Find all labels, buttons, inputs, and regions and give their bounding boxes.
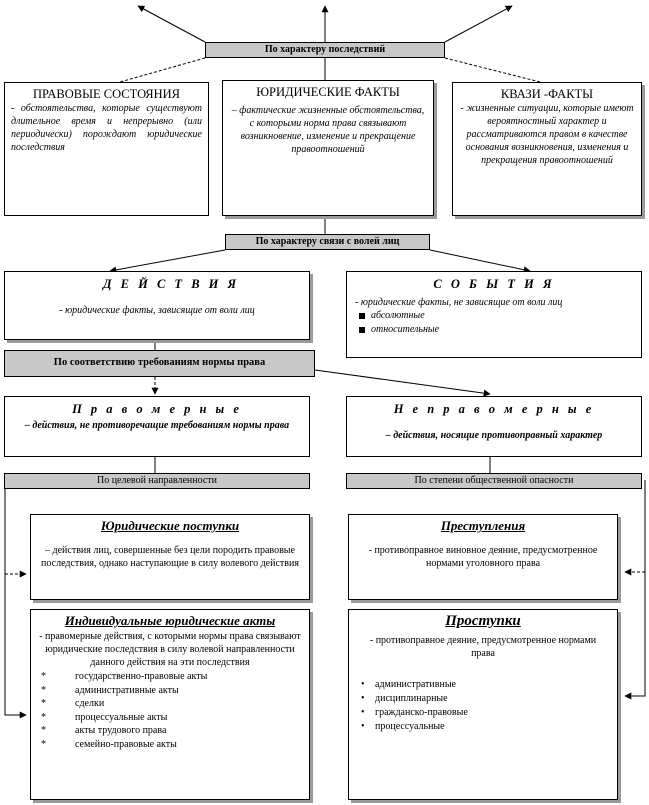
- crimes-desc: - противоправное виновное деяние, предусмотренное нормами уголовного права: [368, 545, 598, 569]
- connector-law: По соответствию требованиям нормы права: [4, 350, 315, 377]
- lawful-box: [4, 396, 310, 457]
- individual-acts-desc: - правомерные действия, с которыми нормы права связывают юридические последствия в силу волевой направленности данного действия на эти последствия: [39, 631, 301, 668]
- individual-acts-item: * административные акты: [39, 684, 301, 698]
- events-item: абсолютные: [355, 309, 633, 323]
- quasi-facts-title: КВАЗИ -ФАКТЫ: [500, 87, 594, 101]
- actions-box: [4, 271, 310, 340]
- legal-facts-title: ЮРИДИЧЕСКИЕ ФАКТЫ: [256, 85, 400, 99]
- crimes-box: [348, 514, 618, 600]
- unlawful-box: [346, 396, 642, 457]
- connector-purpose: По целевой направленности: [4, 473, 310, 489]
- legal-states-box: [4, 82, 209, 216]
- events-item: относительные: [355, 323, 633, 337]
- offenses-desc: - противоправное деяние, предусмотренное нормами права: [369, 635, 597, 659]
- legal-deeds-title: Юридические поступки: [100, 518, 240, 533]
- lawful-desc: – действия, не противоречащие требованиям нормы права: [24, 420, 290, 431]
- offenses-item: • процессуальные: [357, 720, 609, 734]
- individual-acts-item: * государственно-правовые акты: [39, 670, 301, 684]
- offenses-title: Проступки: [445, 613, 521, 629]
- lawful-title: П р а в о м е р н ы е: [72, 402, 242, 416]
- offenses-item: • гражданско-правовые: [357, 706, 609, 720]
- actions-desc: - юридические факты, зависящие от воли лиц: [59, 305, 255, 316]
- legal-states-desc: - обстоятельства, которые существуют длительное время и непрерывно (или периодически) порождают юридические последствия: [11, 103, 202, 153]
- individual-acts-item: * акты трудового права: [39, 724, 301, 738]
- individual-acts-title: Индивидуальные юридические акты: [64, 613, 276, 628]
- legal-facts-desc: – фактические жизненные обстоятельства, с которыми норма права связывают возникновение, изменение и прекращение правоотношений: [231, 105, 425, 155]
- individual-acts-list: [39, 670, 301, 751]
- legal-states-title: ПРАВОВЫЕ СОСТОЯНИЯ: [33, 87, 180, 101]
- connector-danger: По степени общественной опасности: [346, 473, 642, 489]
- offenses-box: [348, 609, 618, 800]
- events-title: С О Б Ы Т И Я: [433, 277, 555, 291]
- events-box: [346, 271, 642, 358]
- unlawful-desc: – действия, носящие противоправный характер: [385, 430, 603, 441]
- actions-title: Д Е Й С Т В И Я: [103, 277, 240, 291]
- individual-acts-item: * сделки: [39, 697, 301, 711]
- individual-acts-item: * семейно-правовые акты: [39, 738, 301, 752]
- quasi-facts-desc: - жизненные ситуации, которые имеют вероятностный характер и рассматриваются правом в качестве основания возникновения, изменения и прекращения правоотношений: [460, 103, 634, 166]
- events-list: [355, 309, 633, 337]
- connector-consequences: По характеру последствий: [205, 42, 445, 58]
- unlawful-title: Н е п р а в о м е р н ы е: [393, 402, 595, 416]
- legal-facts-box: [222, 80, 434, 216]
- individual-acts-box: [30, 609, 310, 800]
- legal-deeds-box: [30, 514, 310, 600]
- connector-will: По характеру связи с волей лиц: [225, 234, 430, 250]
- offenses-item: • дисциплинарные: [357, 692, 609, 706]
- quasi-facts-box: [452, 82, 642, 216]
- offenses-item: • административные: [357, 678, 609, 692]
- individual-acts-item: * процессуальные акты: [39, 711, 301, 725]
- offenses-list: [357, 678, 609, 734]
- crimes-title: Преступления: [440, 518, 526, 533]
- legal-deeds-desc: – действия лиц, совершенные без цели породить правовые последствия, однако наступающие в силу волевого действия: [41, 545, 299, 569]
- events-desc: - юридические факты, не зависящие от воли лиц: [355, 297, 563, 308]
